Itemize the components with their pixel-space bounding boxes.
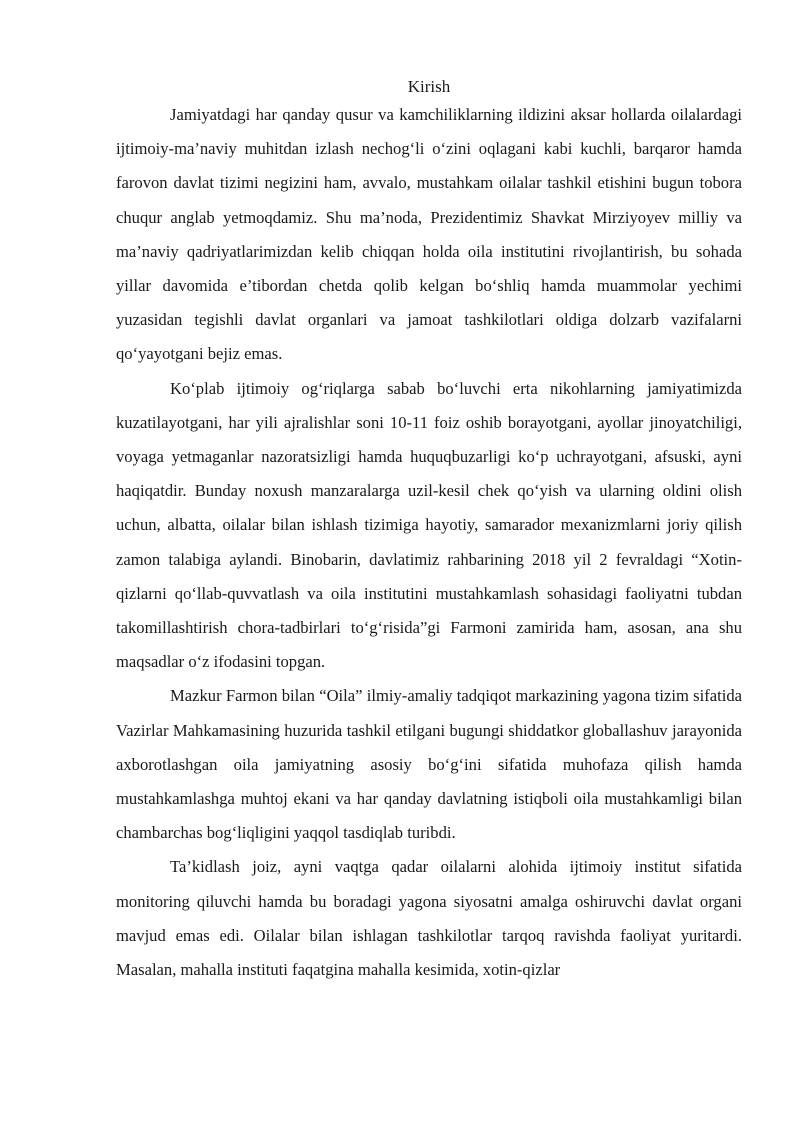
- paragraph: Mazkur Farmon bilan “Oila” ilmiy-amaliy tadqiqot markazining yagona tizim sifatida Vazirlar Mahkamasining huzurida tashkil etilgani bugungi shiddatkor globallashuv jarayonida axborotlashgan oila jamiyatning asosiy bo‘g‘ini sifatida muhofaza qilish hamda mustahkamlashga muhtoj ekani va har qanday davlatning istiqboli oila mustahkamligi bilan chambarchas bog‘liqligini yaqqol tasdiqlab turibdi.: [116, 686, 742, 843]
- paragraph: Ta’kidlash joiz, ayni vaqtga qadar oilalarni alohida ijtimoiy institut sifatida monitoring qiluvchi hamda bu boradagi yagona siyosatni amalga oshiruvchi davlat organi mavjud emas edi. Oilalar bilan ishlagan tashkilotlar tarqoq ravishda faoliyat yuritardi. Masalan, mahalla instituti faqatgina mahalla kesimida, xotin-qizlar: [116, 857, 742, 980]
- page-title: Kirish: [407, 77, 451, 96]
- paragraph: Ko‘plab ijtimoiy og‘riqlarga sabab bo‘luvchi erta nikohlarning jamiyatimizda kuzatilayotgani, har yili ajralishlar soni 10-11 foiz oshib borayotgani, ayollar jinoyatchiligi, voyaga yetmaganlar nazoratsizligi hamda huquqbuzarligi ko‘p uchrayotgani, afsuski, ayni haqiqatdir. Bunday noxush manzaralarga uzil-kesil chek qo‘yish va ularning oldini olish uchun, albatta, oilalar bilan ishlash tizimiga hayotiy, samarador mexanizmlarni joriy qilish zamon talabiga aylandi. Binobarin, davlatimiz rahbarining 2018 yil 2 fevraldagi “Xotin-qizlarni qo‘llab-quvvatlash va oila institutini mustahkamlash sohasidagi faoliyatni tubdan takomillashtirish chora-tadbirlari to‘g‘risida”gi Farmoni zamirida ham, asosan, ana shu maqsadlar o‘z ifodasini topgan.: [116, 378, 742, 672]
- document-page: [116, 76, 742, 987]
- paragraph: Jamiyatdagi har qanday qusur va kamchiliklarning ildizini aksar hollarda oilalardagi ijtimoiy-ma’naviy muhitdan izlash nechog‘li o‘zini oqlagani kabi kuchli, barqaror hamda farovon davlat tizimi negizini ham, avvalo, mustahkam oilalar tashkil etishini bugun tobora chuqur anglab yetmoqdamiz. Shu ma’noda, Prezidentimiz Shavkat Mirziyoyev milliy va ma’naviy qadriyatlarimizdan kelib chiqqan holda oila institutini rivojlantirish, bu sohada yillar davomida e’tibordan chetda qolib kelgan bo‘shliq hamda muammolar yechimi yuzasidan tegishli davlat organlari va jamoat tashkilotlari oldiga dolzarb vazifalarni qo‘yayotgani bejiz emas.: [116, 105, 742, 364]
